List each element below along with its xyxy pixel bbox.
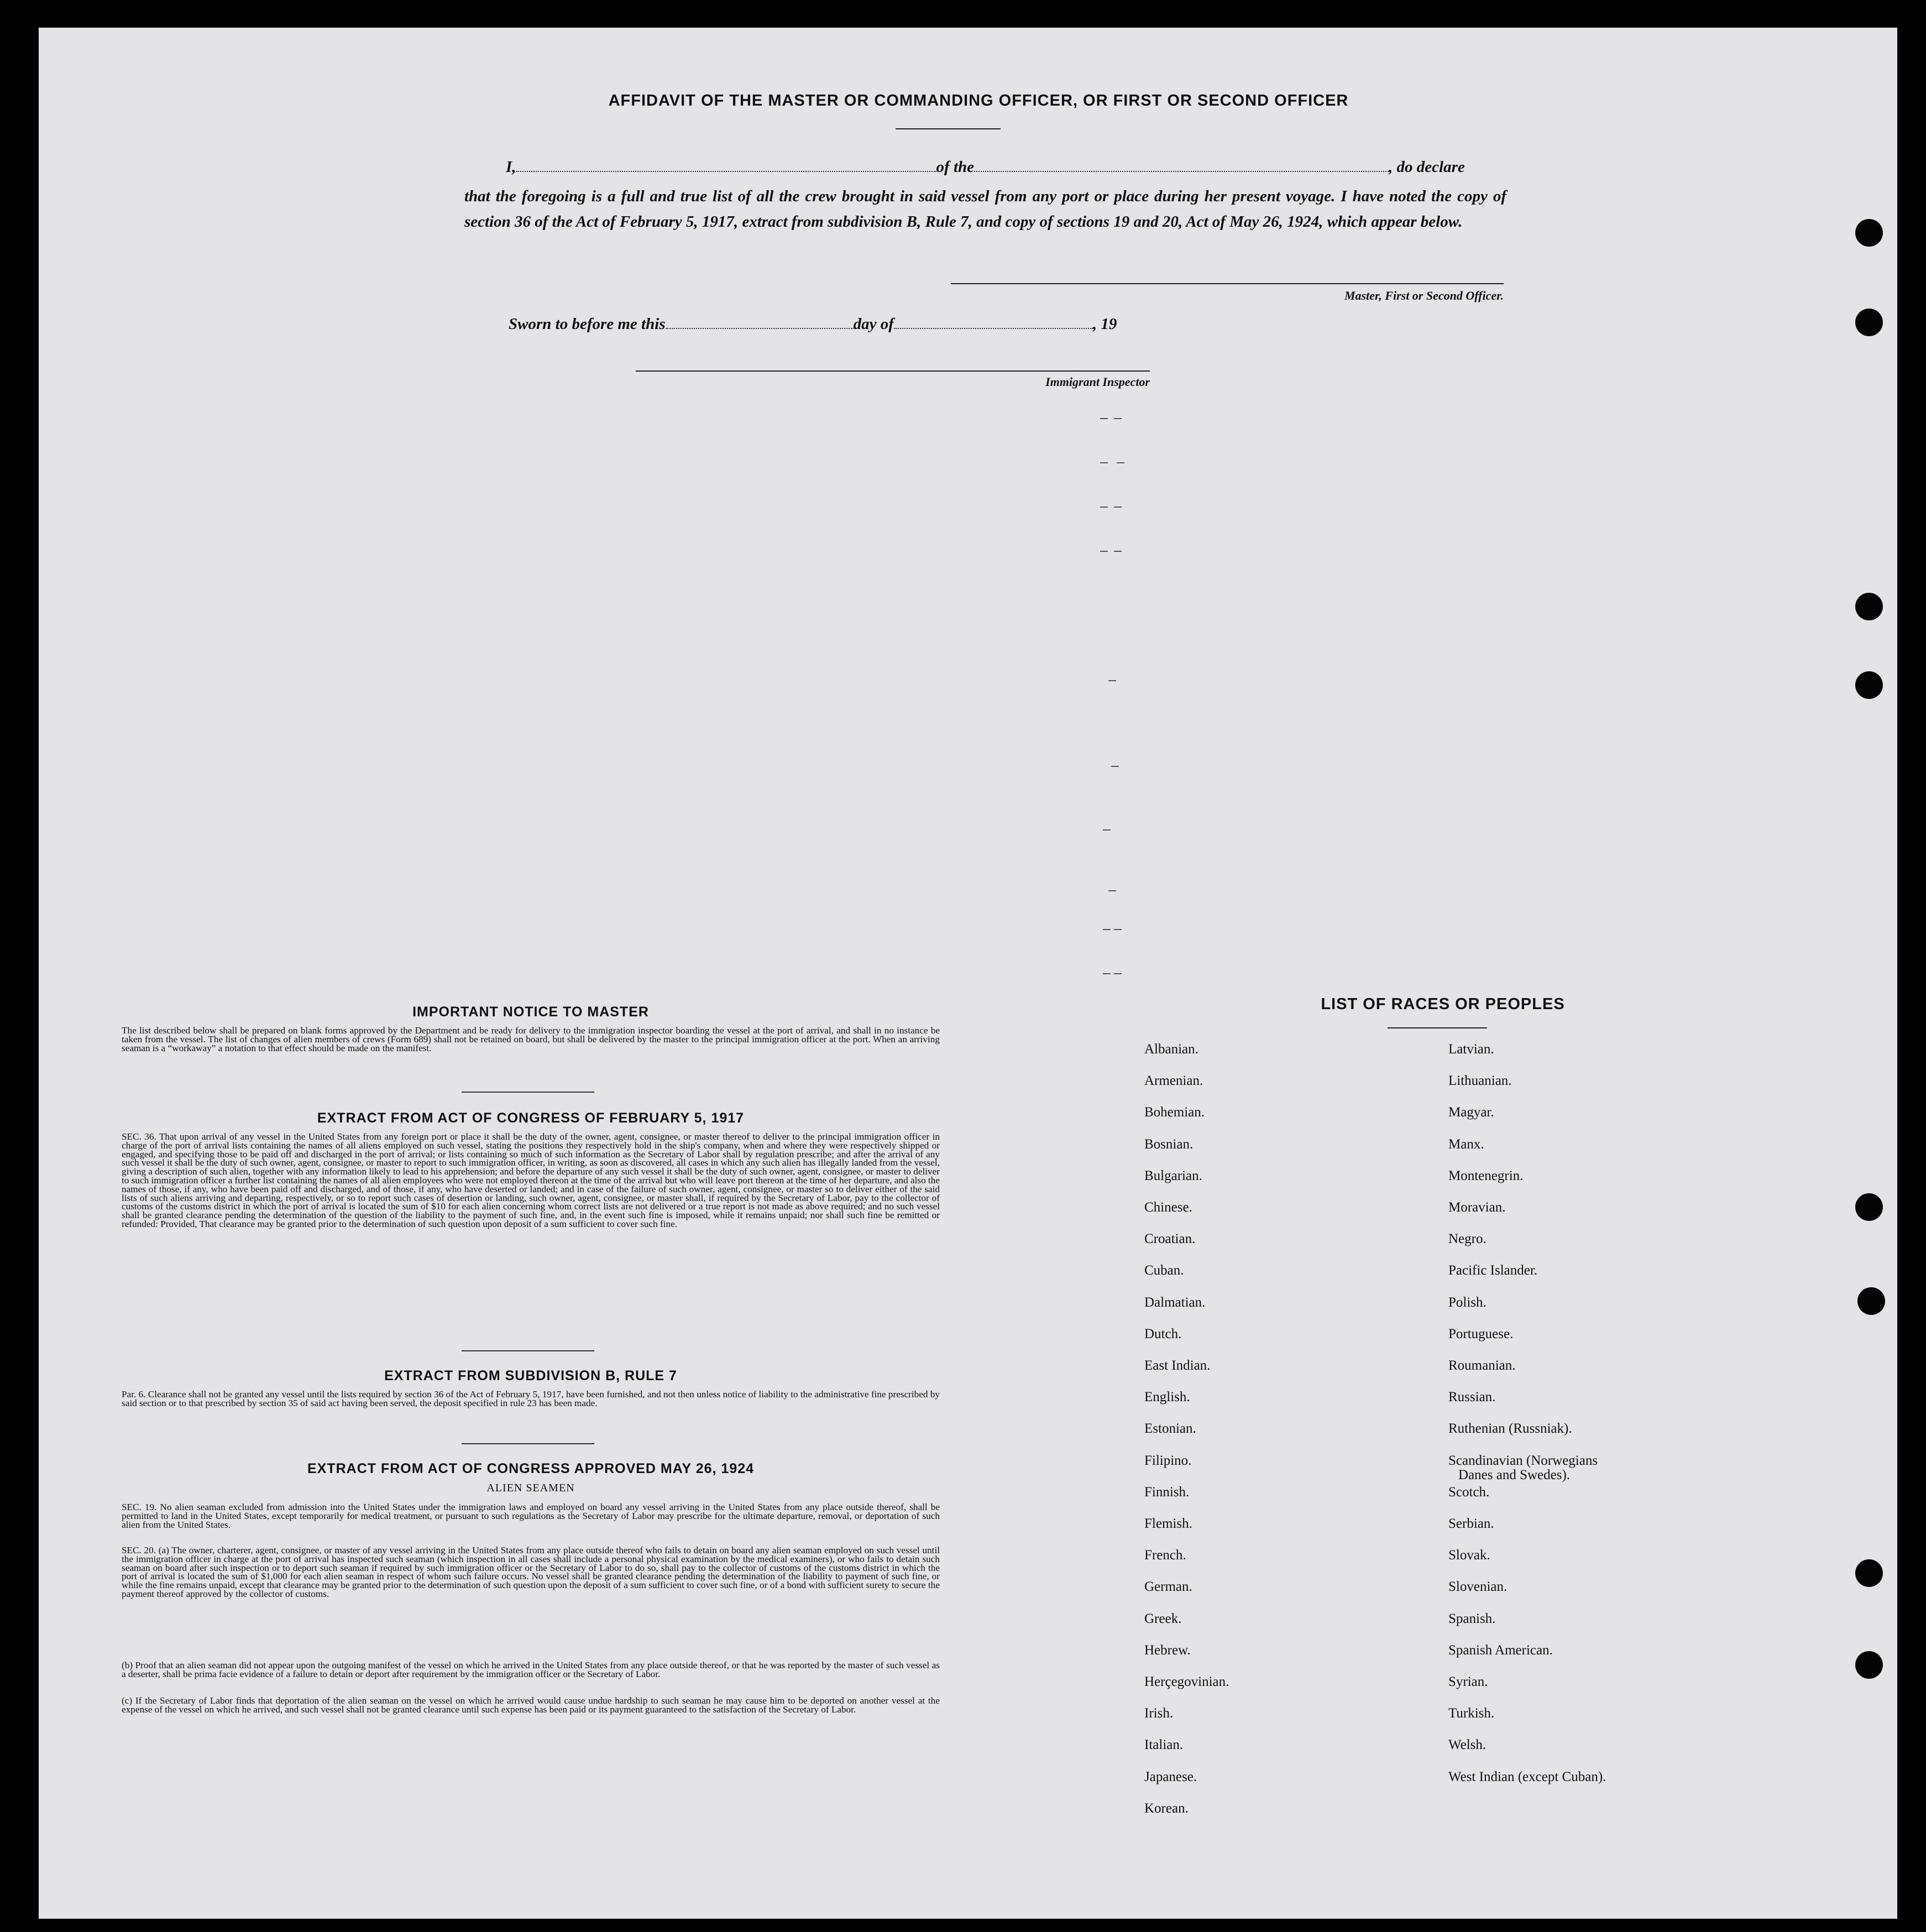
race-item: Montenegrin. — [1448, 1168, 1524, 1183]
ruling-mark — [1111, 766, 1119, 767]
race-item: Slovak. — [1448, 1548, 1490, 1563]
ruling-mark — [1100, 462, 1108, 463]
race-item: Spanish. — [1448, 1611, 1496, 1626]
ruling-mark — [1117, 462, 1124, 463]
race-item: Lithuanian. — [1448, 1073, 1512, 1089]
race-item: Finnish. — [1144, 1484, 1190, 1500]
ruling-mark — [1100, 418, 1108, 419]
race-item: Moravian. — [1448, 1200, 1506, 1215]
race-item: Croatian. — [1144, 1231, 1196, 1247]
race-item: Spanish American. — [1448, 1642, 1553, 1658]
punch-hole — [1855, 1651, 1883, 1679]
races-title-underline — [1388, 1027, 1487, 1028]
race-item: Scotch. — [1448, 1484, 1490, 1500]
extract-1924-title: EXTRACT FROM ACT OF CONGRESS APPROVED MAY 26, 1924 — [307, 1461, 755, 1476]
race-item: Welsh. — [1448, 1737, 1487, 1753]
form-page — [39, 28, 1897, 1919]
extract-1917-title: EXTRACT FROM ACT OF CONGRESS OF FEBRUARY 5, 1917 — [317, 1110, 745, 1126]
race-item: Scandinavian (Norwegians — [1448, 1453, 1598, 1468]
race-item: Estonian. — [1144, 1421, 1196, 1437]
race-item: Negro. — [1448, 1231, 1487, 1247]
inspector-signature-line[interactable] — [636, 370, 1150, 372]
extract-1917-body: SEC. 36. That upon arrival of any vessel in the United States from any foreign port or place it shall be the duty of the owner, agent, consignee, or master thereof to deliver to the principal immigration officer in charge of the port of arrival lists containing the names of all aliens employed on such vessel, stating the positions they respectively hold in the ship's company, when and where they were respectively shipped or engaged, and specifying those to be paid off and discharged in the port of arrival; or lists containing so much of such information as the Secretary of Labor shall by regulation prescribe; and after the arrival of any such vessel it shall be the duty of such owner, agent, consignee, or master to report to such immigration officer, in writing, as soon as discovered, all cases in which any such alien has illegally landed from the vessel, giving a description of such alien, together with any information likely to lead to his apprehension; and before the departure of any such vessel it shall be the duty of such owner, agent, consignee, or master to deliver to such immigration officer a further list containing the names of all alien employees who were not employed thereon at the time of the arrival but who will leave port thereon at the time of her departure, and also the names of those, if any, who have been paid off and discharged, and of those, if any, who have deserted or landed; and in case of the failure of such owner, agent, consignee, or master so to deliver either of the said lists of such aliens arriving and departing, respectively, or so to report such cases of desertion or landing, such owner, agent, consignee, or master shall, if required by the Secretary of Labor, pay to the collector of customs of the customs district in which the port of arrival is located the sum of $10 for each alien concerning whom correct lists are not delivered or a true report is not made as above required; and no such vessel shall be granted clearance pending the determination of the question of the liability to the payment of such fine, and, in the event such fine is imposed, while it remains unpaid; nor shall such fine be remitted or refunded: Provided, That clearance may be granted prior to the determination of such question upon deposit of a sum sufficient to cover such fine. — [122, 1131, 940, 1229]
ruling-mark — [1114, 973, 1122, 974]
sworn-line — [509, 315, 1117, 333]
ruling-mark — [1103, 929, 1111, 930]
extract-1924-sec19: SEC. 19. No alien seaman excluded from admission into the United States under the immigration laws and employed on board any vessel arriving in the United States from any place outside thereof, shall be permitted to land in the United States, except temporarily for medical treatment, or pursuant to such regulations as the Secretary of Labor may prescribe for the ultimate departure, removal, or deportation of such alien from the United States. — [122, 1502, 940, 1530]
master-signature-caption: Master, First or Second Officer. — [1344, 289, 1504, 302]
race-item: Latvian. — [1448, 1042, 1494, 1057]
extract-1924-sec20b: (b) Proof that an alien seaman did not appear upon the outgoing manifest of the vessel on which he arrived in the United States from any place outside thereof, or that he was reported by the master of such vessel as a deserter, shall be prima facie evidence of a failure to detain or deport after requirement by the immigration officer or the Secretary of Labor. — [122, 1660, 940, 1679]
punch-hole — [1855, 219, 1883, 247]
race-item: Bosnian. — [1144, 1136, 1194, 1152]
section-separator — [462, 1443, 594, 1444]
punch-hole — [1857, 1287, 1885, 1315]
race-item: Polish. — [1448, 1294, 1487, 1310]
race-item: Serbian. — [1448, 1516, 1494, 1531]
race-item: Russian. — [1448, 1390, 1496, 1405]
race-item: Pacific Islander. — [1448, 1263, 1538, 1278]
declarant-name-field[interactable] — [516, 159, 936, 172]
extract-1924-sec20c: (c) If the Secretary of Labor finds that deportation of the alien seaman on the vessel on which he arrived would cause undue hardship to such seaman he may cause him to be deported on another vessel at the expense of the vessel on which he arrived, and such vessel shall not be granted clearance until such expense has been paid or its payment guaranteed to the satisfaction of the Secretary of Labor. — [122, 1695, 940, 1715]
sworn-month-field[interactable] — [894, 316, 1093, 329]
race-item: Manx. — [1448, 1136, 1484, 1152]
sworn-label: Sworn to before me this — [509, 315, 666, 333]
notice-title: IMPORTANT NOTICE TO MASTER — [412, 1004, 649, 1020]
race-item: German. — [1144, 1579, 1192, 1595]
race-item: Armenian. — [1144, 1073, 1203, 1089]
punch-hole — [1855, 1559, 1883, 1587]
race-item: Cuban. — [1144, 1263, 1184, 1278]
race-item: English. — [1144, 1390, 1190, 1405]
race-item: Dalmatian. — [1144, 1294, 1206, 1310]
races-title: LIST OF RACES OR PEOPLES — [1321, 995, 1565, 1013]
notice-body: The list described below shall be prepared on blank forms approved by the Department and be ready for delivery to the immigration inspector boarding the vessel at the port of arrival, and shall in no instance be taken from the vessel. The list of changes of alien members of crews (Form 689) shall not be retained on board, but shall be delivered by the master to the principal immigration officer at the port. When an arriving seaman is a “workaway” a notation to that effect should be made on the manifest. — [122, 1025, 940, 1053]
extract-1924-sec20a: SEC. 20. (a) The owner, charterer, agent, consignee, or master of any vessel arriving in the United States from any place outside thereof who fails to detain on board any alien seaman employed on such vessel until the immigration officer in charge at the port of arrival has inspected such seaman (which inspection in all cases shall include a personal physical examination by the medical examiners), or who fails to detain such seaman on board after such inspection or to deport such seaman if required by such immigration officer or the Secretary of Labor to do so, shall pay to the collector of customs of the customs district in which the port of arrival is located the sum of $1,000 for each alien seaman in respect of whom such failure occurs. No vessel shall be granted clearance pending the determination of the liability to payment of such fine, or while the fine remains unpaid, except that clearance may be granted prior to the determination of such question upon the deposit of a sum sufficient to cover such fine, or of a bond with sufficient surety to secure the payment thereof approved by the collector of customs. — [122, 1545, 940, 1599]
race-item: Bulgarian. — [1144, 1168, 1202, 1183]
extract-1924-subtitle: ALIEN SEAMEN — [486, 1482, 575, 1494]
race-item: Albanian. — [1144, 1042, 1198, 1057]
race-item: East Indian. — [1144, 1358, 1211, 1373]
vessel-label: of the — [936, 158, 975, 176]
race-item: Japanese. — [1144, 1769, 1197, 1784]
race-item: Chinese. — [1144, 1200, 1192, 1215]
declaration-line — [506, 158, 1506, 176]
race-item: Danes and Swedes). — [1458, 1467, 1571, 1482]
ruling-mark — [1100, 507, 1108, 508]
ruling-mark — [1108, 890, 1116, 891]
race-item: Flemish. — [1144, 1516, 1192, 1531]
punch-hole — [1855, 671, 1883, 699]
ruling-mark — [1100, 551, 1108, 552]
declarant-label: I, — [506, 158, 516, 176]
ruling-mark — [1114, 507, 1122, 508]
year-label: , 19 — [1092, 315, 1117, 333]
punch-hole — [1855, 309, 1883, 336]
section-separator — [462, 1350, 594, 1351]
race-item: Magyar. — [1448, 1105, 1494, 1120]
ruling-mark — [1114, 929, 1122, 930]
ruling-mark — [1103, 973, 1111, 974]
race-item: Korean. — [1144, 1800, 1189, 1816]
race-item: Bohemian. — [1144, 1105, 1205, 1120]
race-item: French. — [1144, 1548, 1186, 1563]
race-item: Dutch. — [1144, 1326, 1182, 1341]
declare-text: , do declare — [1389, 158, 1465, 176]
punch-hole — [1855, 1193, 1883, 1221]
race-item: Ruthenian (Russniak). — [1448, 1421, 1572, 1437]
ruling-mark — [1114, 551, 1122, 552]
race-item: Italian. — [1144, 1737, 1184, 1753]
race-item: Herçegovinian. — [1144, 1674, 1229, 1689]
race-item: Greek. — [1144, 1611, 1182, 1626]
declaration-text — [464, 184, 1506, 234]
declaration-paragraph: that the foregoing is a full and true list of all the crew brought in said vessel from any port or place during her present voyage. I have noted the copy of section 36 of the Act of February 5, 1917, extract from subdivision B, Rule 7, and copy of sections 19 and 20, Act of May 26, 1924, which appear below. — [464, 187, 1506, 231]
race-item: Portuguese. — [1448, 1326, 1514, 1341]
race-item: Roumanian. — [1448, 1358, 1516, 1373]
race-item: West Indian (except Cuban). — [1448, 1769, 1606, 1784]
punch-hole — [1855, 593, 1883, 620]
race-item: Irish. — [1144, 1706, 1174, 1721]
race-item: Turkish. — [1448, 1706, 1495, 1721]
section-separator — [462, 1092, 594, 1093]
inspector-caption: Immigrant Inspector — [1045, 375, 1150, 389]
extract-rule7-title: EXTRACT FROM SUBDIVISION B, RULE 7 — [384, 1368, 677, 1383]
title-underline — [896, 128, 1001, 129]
race-item: Filipino. — [1144, 1453, 1192, 1468]
ruling-mark — [1103, 829, 1111, 831]
affidavit-title: AFFIDAVIT OF THE MASTER OR COMMANDING OFFICER, OR FIRST OR SECOND OFFICER — [608, 92, 1349, 109]
extract-rule7-body: Par. 6. Clearance shall not be granted any vessel until the lists required by section 36 of the Act of February 5, 1917, have been furnished, and not then unless notice of liability to the administrative fine prescribed by said section or to that prescribed by section 35 of said act having been served, the deposit specified in rule 23 has been made. — [122, 1389, 940, 1408]
race-item: Syrian. — [1448, 1674, 1488, 1689]
ruling-mark — [1108, 680, 1116, 681]
ruling-mark — [1114, 418, 1122, 419]
master-signature-line[interactable] — [951, 283, 1504, 284]
race-item: Hebrew. — [1144, 1642, 1191, 1658]
vessel-name-field[interactable] — [974, 159, 1389, 172]
race-item: Slovenian. — [1448, 1579, 1508, 1595]
sworn-day-field[interactable] — [666, 316, 854, 329]
day-of-label: day of — [853, 315, 894, 333]
